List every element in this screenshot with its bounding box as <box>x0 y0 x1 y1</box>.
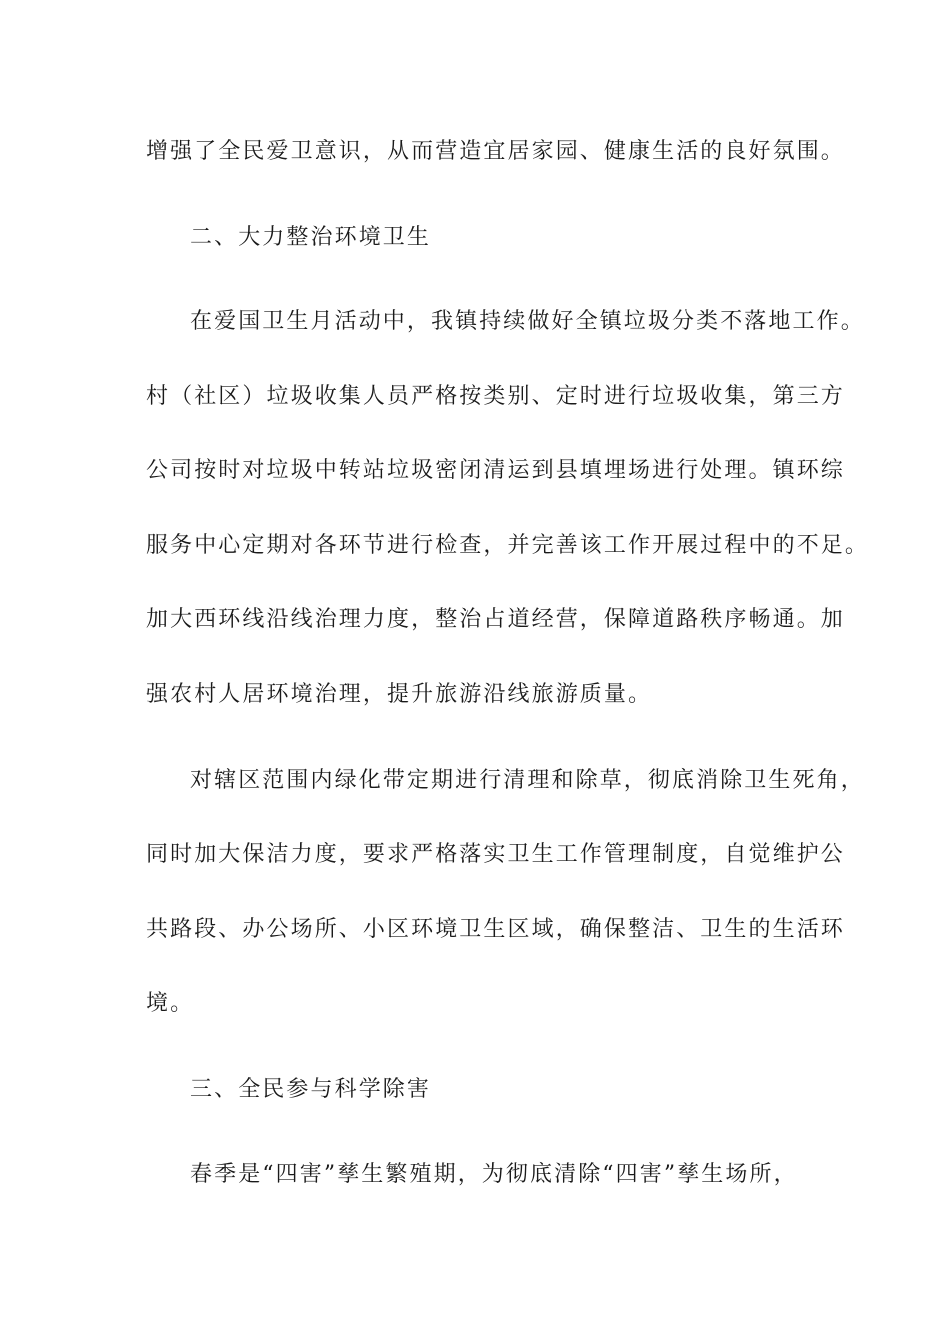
paragraph-line: 公司按时对垃圾中转站垃圾密闭清运到县填埋场进行处理。镇环综 <box>146 458 845 483</box>
paragraph-line: 境。 <box>146 991 195 1016</box>
paragraph-line: 村（社区）垃圾收集人员严格按类别、定时进行垃圾收集，第三方 <box>146 384 845 409</box>
paragraph-line: 服务中心定期对各环节进行检查，并完善该工作开展过程中的不足。 <box>146 533 870 558</box>
paragraph-line: 在爱国卫生月活动中，我镇持续做好全镇垃圾分类不落地工作。 <box>190 309 865 334</box>
paragraph-line: 同时加大保洁力度，要求严格落实卫生工作管理制度，自觉维护公 <box>146 842 845 867</box>
paragraph-line: 增强了全民爱卫意识，从而营造宜居家园、健康生活的良好氛围。 <box>146 139 845 164</box>
paragraph-line: 对辖区范围内绿化带定期进行清理和除草，彻底消除卫生死角， <box>190 768 865 793</box>
paragraph-line: 强农村人居环境治理，提升旅游沿线旅游质量。 <box>146 682 653 707</box>
paragraph-line: 春季是“四害”孳生繁殖期，为彻底清除“四害”孳生场所， <box>190 1162 798 1187</box>
section-heading: 二、大力整治环境卫生 <box>190 225 432 250</box>
paragraph-line: 共路段、办公场所、小区环境卫生区域，确保整洁、卫生的生活环 <box>146 917 845 942</box>
paragraph-line: 加大西环线沿线治理力度，整治占道经营，保障道路秩序畅通。加 <box>146 607 845 632</box>
section-heading: 三、全民参与科学除害 <box>190 1077 432 1102</box>
